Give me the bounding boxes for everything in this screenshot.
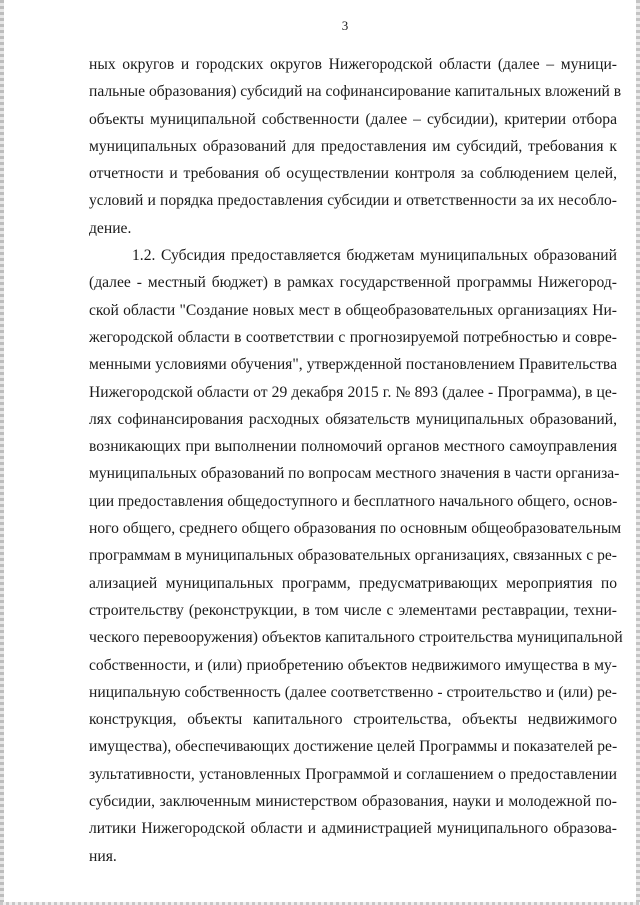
text-line: объекты муниципальной собственности (далее – субсидии), критерии отбора <box>89 110 617 128</box>
text-line: программам в муниципальных образовательных организациях, связанных с ре- <box>89 547 617 565</box>
text-line: дение. <box>89 219 132 237</box>
text-line: отчетности и требования об осуществлении контроля за соблюдением целей, <box>89 165 617 183</box>
text-line: ния. <box>89 847 117 865</box>
scan-edge-left <box>0 0 4 905</box>
page-number: 3 <box>341 18 349 33</box>
text-line: муниципальных образований для предоставления им субсидий, требования к <box>89 137 617 155</box>
text-line: ниципальную собственность (далее соответственно - строительство и (или) ре- <box>89 683 617 701</box>
text-line: (далее - местный бюджет) в рамках государственной программы Нижегород- <box>89 274 617 292</box>
text-line: конструкция, объекты капитального строительства, объекты недвижимого <box>89 711 617 729</box>
text-line: муниципальных образований по вопросам местного значения в части организа- <box>89 465 620 483</box>
text-line: пальные образования) субсидий на софинансирование капитальных вложений в <box>89 83 622 101</box>
text-line: ской области "Создание новых мест в общеобразовательных организациях Ни- <box>89 301 617 319</box>
scan-edge-right <box>636 0 640 905</box>
text-line: строительству (реконструкции, в том числе с элементами реставрации, техни- <box>89 601 617 619</box>
text-line: имущества), обеспечивающих достижение целей Программы и показателей ре- <box>89 738 618 756</box>
text-line: Нижегородской области от 29 декабря 2015 г. № 893 (далее - Программа), в це- <box>89 383 617 401</box>
text-line: ческого перевооружения) объектов капитального строительства муниципальной <box>89 629 623 647</box>
text-line: возникающих при выполнении полномочий органов местного самоуправления <box>89 438 617 456</box>
text-line: литики Нижегородской области и администрацией муниципального образова- <box>89 820 617 838</box>
text-line: лях софинансирования расходных обязательств муниципальных образований, <box>89 410 617 428</box>
text-line: собственности, и (или) приобретению объектов недвижимого имущества в му- <box>89 656 617 674</box>
text-line: зультативности, установленных Программой и соглашением о предоставлении <box>89 765 617 783</box>
text-line: субсидии, заключенным министерством образования, науки и молодежной по- <box>89 793 617 811</box>
text-line: условий и порядка предоставления субсидии и ответственности за их несобло- <box>89 192 617 210</box>
text-line: ции предоставления общедоступного и бесплатного начального общего, основ- <box>89 492 618 510</box>
text-line: 1.2. Субсидия предоставляется бюджетам муниципальных образований <box>132 247 617 265</box>
text-line: ализацией муниципальных программ, предусматривающих мероприятия по <box>89 574 617 592</box>
text-line: жегородской области в соответствии с прогнозируемой потребностью и совре- <box>89 328 617 346</box>
text-line: ных округов и городских округов Нижегородской области (далее – муници- <box>89 56 617 73</box>
text-line: ного общего, среднего общего образования по основным общеобразовательным <box>89 520 622 538</box>
body-text <box>89 51 623 870</box>
text-line: менными условиями обучения", утвержденной постановлением Правительства <box>89 356 617 374</box>
